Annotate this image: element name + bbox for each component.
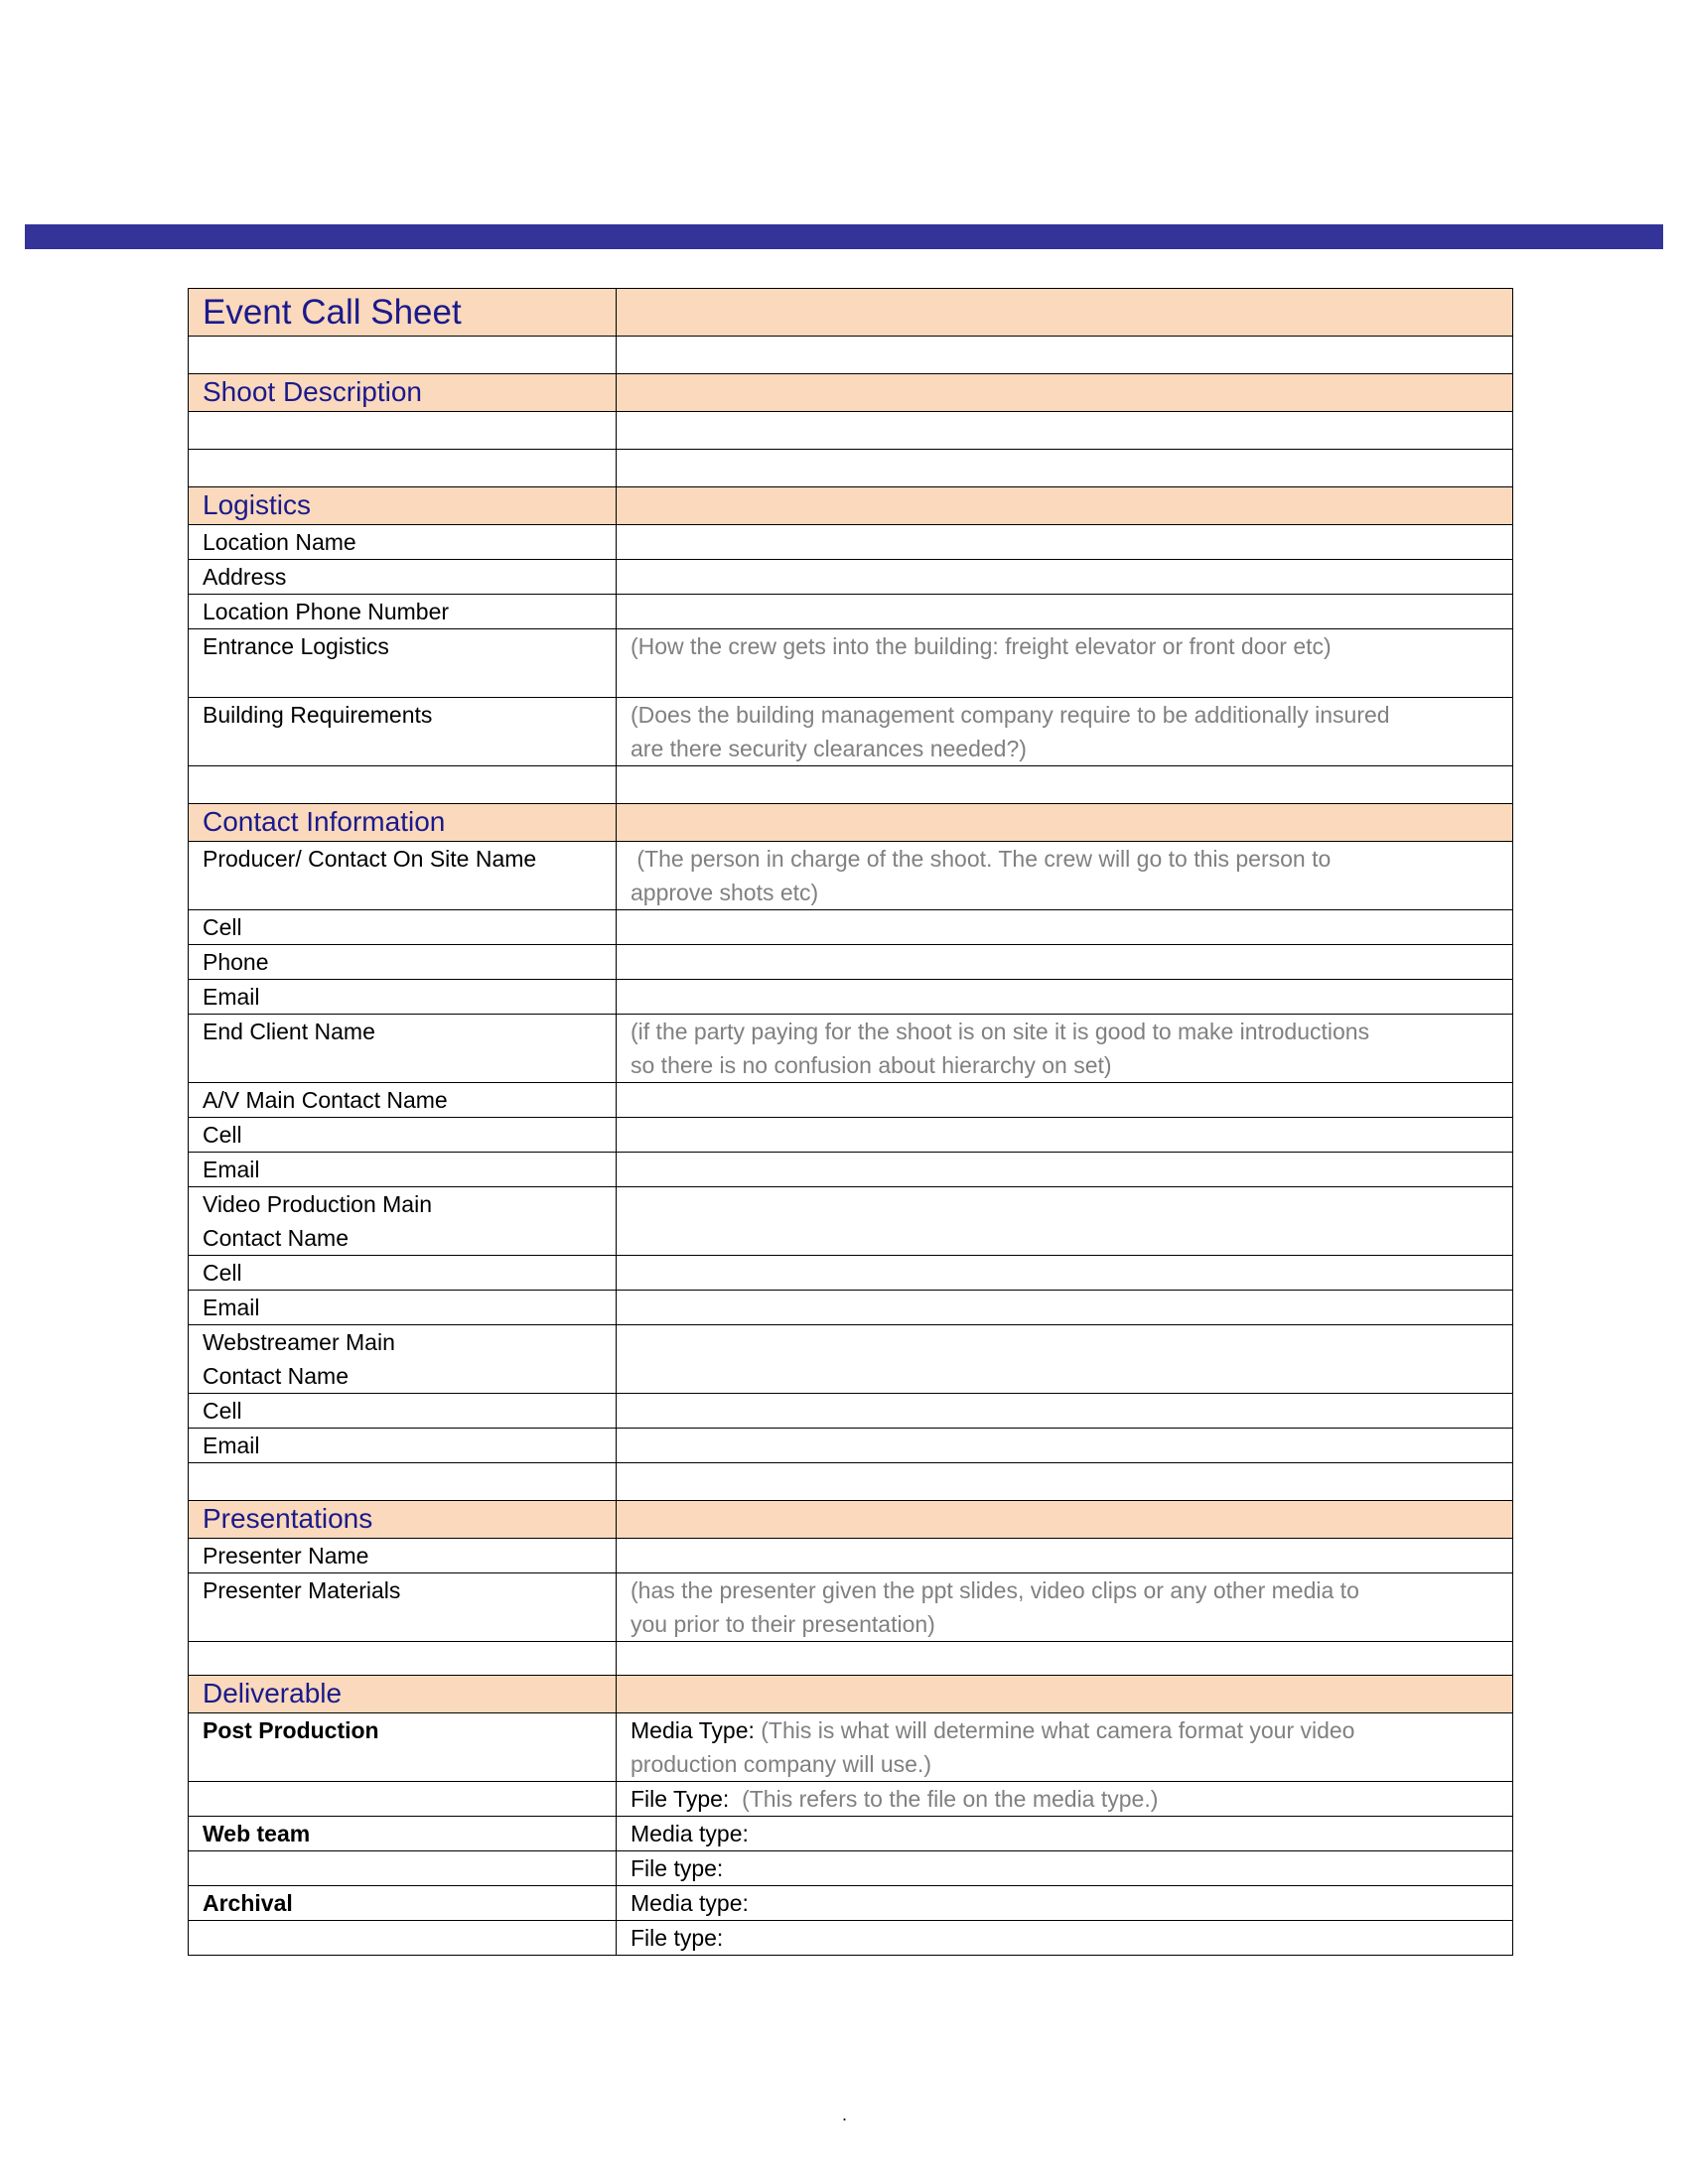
building-requirements-value[interactable] [617, 698, 1513, 766]
header-accent-bar [25, 224, 1663, 249]
media-type-label: Media Type: [631, 1717, 755, 1743]
building-requirements-label: Building Requirements [189, 698, 617, 766]
section-header-blank [617, 804, 1513, 842]
webstreamer-email-row [189, 1429, 1513, 1463]
archival-row [189, 1886, 1513, 1921]
webstreamer-contact-row [189, 1325, 1513, 1394]
end-client-row [189, 1015, 1513, 1083]
section-header-cell [189, 804, 617, 842]
section-header-blank [617, 487, 1513, 525]
title-row [189, 289, 1513, 337]
entrance-logistics-value[interactable] [617, 629, 1513, 698]
presenter-name-label: Presenter Name [189, 1539, 617, 1573]
section-header-cell [189, 1501, 617, 1539]
webstreamer-contact-label [189, 1325, 617, 1394]
video-email-label: Email [189, 1291, 617, 1325]
producer-label: Producer/ Contact On Site Name [189, 842, 617, 910]
webstreamer-contact-text: Webstreamer Main Contact Name [203, 1329, 395, 1389]
building-requirements-row [189, 698, 1513, 766]
webstreamer-email-label: Email [189, 1429, 617, 1463]
post-production-file-value[interactable] [617, 1782, 1513, 1817]
webstreamer-cell-value[interactable] [617, 1394, 1513, 1429]
shoot-description-row [189, 450, 1513, 487]
empty-cell[interactable] [617, 337, 1513, 374]
location-phone-value[interactable] [617, 595, 1513, 629]
av-contact-label: A/V Main Contact Name [189, 1083, 617, 1118]
archival-label: Archival [189, 1886, 617, 1921]
presenter-materials-value[interactable] [617, 1573, 1513, 1642]
address-row [189, 560, 1513, 595]
video-contact-value[interactable] [617, 1187, 1513, 1256]
presenter-name-row [189, 1539, 1513, 1573]
webstreamer-cell-label: Cell [189, 1394, 617, 1429]
section-deliverable: Deliverable [203, 1678, 343, 1708]
location-phone-label: Location Phone Number [189, 595, 617, 629]
end-client-value[interactable] [617, 1015, 1513, 1083]
spacer-row [189, 1463, 1513, 1501]
section-header-cell [189, 1676, 617, 1713]
webstreamer-email-value[interactable] [617, 1429, 1513, 1463]
media-type-hint: (This is what will determine what camera format your video production company will use.) [631, 1717, 1361, 1777]
empty-cell[interactable] [617, 450, 1513, 487]
video-contact-row [189, 1187, 1513, 1256]
av-contact-value[interactable] [617, 1083, 1513, 1118]
empty-cell[interactable] [189, 450, 617, 487]
producer-phone-label: Phone [189, 945, 617, 980]
video-cell-label: Cell [189, 1256, 617, 1291]
producer-cell-row [189, 910, 1513, 945]
spacer-row [189, 766, 1513, 804]
file-type-hint: (This refers to the file on the media type.) [735, 1786, 1159, 1812]
shoot-description-row [189, 412, 1513, 450]
building-requirements-hint: (Does the building management company require to be additionally insured are there security clearances needed?) [631, 702, 1390, 761]
location-name-value[interactable] [617, 525, 1513, 560]
section-header-blank [617, 374, 1513, 412]
section-presentations: Presentations [203, 1503, 373, 1534]
sheet-title: Event Call Sheet [203, 292, 462, 332]
post-production-media-value[interactable] [617, 1713, 1513, 1782]
section-shoot-description: Shoot Description [203, 376, 423, 407]
post-production-label: Post Production [189, 1713, 617, 1782]
address-value[interactable] [617, 560, 1513, 595]
web-team-label: Web team [189, 1817, 617, 1851]
section-header-row [189, 1676, 1513, 1713]
producer-cell-label: Cell [189, 910, 617, 945]
empty-cell[interactable] [617, 412, 1513, 450]
entrance-logistics-row [189, 629, 1513, 698]
section-header-blank [617, 1501, 1513, 1539]
archival-file-value[interactable]: File type: [617, 1921, 1513, 1956]
file-type-label: File Type: [631, 1786, 736, 1812]
video-contact-text: Video Production Main Contact Name [203, 1191, 432, 1251]
section-header-blank [617, 1676, 1513, 1713]
webstreamer-contact-value[interactable] [617, 1325, 1513, 1394]
archival-media-value[interactable]: Media type: [617, 1886, 1513, 1921]
presenter-materials-hint: (has the presenter given the ppt slides, video clips or any other media to you prior to their presentation) [631, 1577, 1359, 1637]
section-header-row [189, 487, 1513, 525]
presenter-materials-label: Presenter Materials [189, 1573, 617, 1642]
location-phone-row [189, 595, 1513, 629]
empty-cell[interactable] [189, 1851, 617, 1886]
empty-cell[interactable] [189, 766, 617, 804]
video-email-row [189, 1291, 1513, 1325]
video-cell-row [189, 1256, 1513, 1291]
location-name-label: Location Name [189, 525, 617, 560]
producer-cell-value[interactable] [617, 910, 1513, 945]
entrance-logistics-label: Entrance Logistics [189, 629, 617, 698]
end-client-label: End Client Name [189, 1015, 617, 1083]
section-header-cell [189, 374, 617, 412]
web-team-file-row [189, 1851, 1513, 1886]
producer-phone-value[interactable] [617, 945, 1513, 980]
web-team-row [189, 1817, 1513, 1851]
empty-cell[interactable] [617, 766, 1513, 804]
call-sheet-table [188, 288, 1513, 1956]
section-logistics: Logistics [203, 489, 311, 520]
video-cell-value[interactable] [617, 1256, 1513, 1291]
web-team-media-value[interactable]: Media type: [617, 1817, 1513, 1851]
post-production-file-row [189, 1782, 1513, 1817]
spacer-row [189, 337, 1513, 374]
av-cell-row [189, 1118, 1513, 1153]
producer-row [189, 842, 1513, 910]
presenter-materials-row [189, 1573, 1513, 1642]
av-email-label: Email [189, 1153, 617, 1187]
empty-cell[interactable] [189, 1782, 617, 1817]
end-client-hint: (if the party paying for the shoot is on site it is good to make introductions so there is no confusion about hierarchy on set) [631, 1019, 1370, 1078]
section-header-row [189, 804, 1513, 842]
post-production-row [189, 1713, 1513, 1782]
title-value-cell[interactable] [617, 289, 1513, 337]
av-contact-row [189, 1083, 1513, 1118]
section-contact-information: Contact Information [203, 806, 446, 837]
empty-cell[interactable] [617, 1642, 1513, 1676]
section-header-row [189, 374, 1513, 412]
spacer-row [189, 1642, 1513, 1676]
footer-mark: . [842, 2105, 848, 2124]
post-production-media-text [631, 1713, 1498, 1781]
section-header-cell [189, 487, 617, 525]
section-header-row [189, 1501, 1513, 1539]
producer-phone-row [189, 945, 1513, 980]
av-email-value[interactable] [617, 1153, 1513, 1187]
web-team-file-value[interactable]: File type: [617, 1851, 1513, 1886]
empty-cell[interactable] [189, 1642, 617, 1676]
entrance-logistics-hint: (How the crew gets into the building: freight elevator or front door etc) [631, 633, 1332, 659]
address-label: Address [189, 560, 617, 595]
av-email-row [189, 1153, 1513, 1187]
empty-cell[interactable] [189, 1463, 617, 1501]
producer-email-row [189, 980, 1513, 1015]
title-cell [189, 289, 617, 337]
empty-cell[interactable] [189, 337, 617, 374]
empty-cell[interactable] [189, 412, 617, 450]
location-name-row [189, 525, 1513, 560]
archival-file-row [189, 1921, 1513, 1956]
av-cell-value[interactable] [617, 1118, 1513, 1153]
webstreamer-cell-row [189, 1394, 1513, 1429]
producer-hint: (The person in charge of the shoot. The crew will go to this person to approve shots etc) [631, 846, 1337, 905]
empty-cell[interactable] [189, 1921, 617, 1956]
empty-cell[interactable] [617, 1463, 1513, 1501]
video-email-value[interactable] [617, 1291, 1513, 1325]
producer-value[interactable] [617, 842, 1513, 910]
video-contact-label [189, 1187, 617, 1256]
producer-email-value[interactable] [617, 980, 1513, 1015]
presenter-name-value[interactable] [617, 1539, 1513, 1573]
av-cell-label: Cell [189, 1118, 617, 1153]
producer-email-label: Email [189, 980, 617, 1015]
